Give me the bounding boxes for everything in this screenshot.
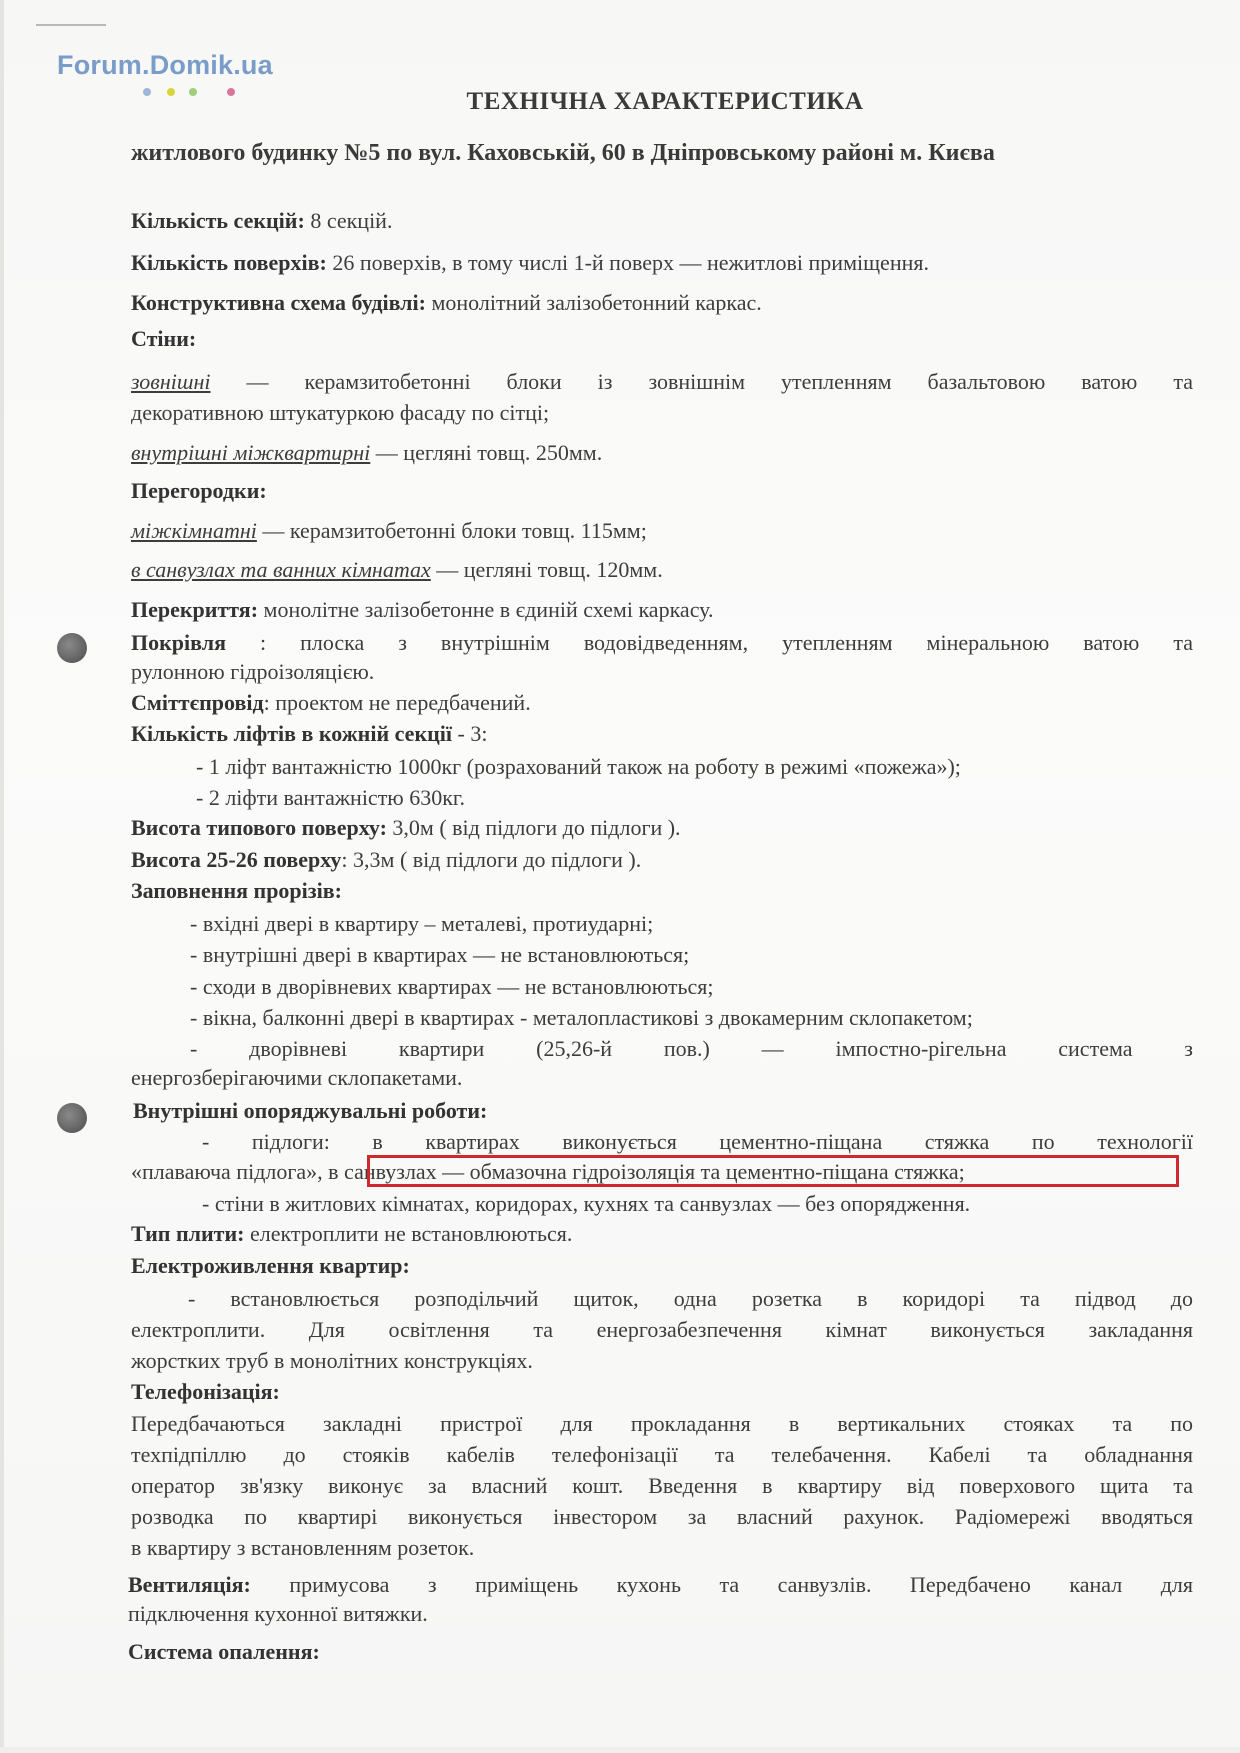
garbage — [131, 690, 531, 716]
partitions-heading — [131, 478, 267, 504]
openings-item-5-line2: енергозберігаючими склопакетами. — [131, 1065, 463, 1090]
slab — [131, 597, 713, 623]
floors-count — [131, 250, 929, 276]
punch-hole-bottom — [57, 1103, 87, 1133]
partitions-rooms — [131, 518, 647, 544]
ventilation-line-2: підключення кухонної витяжки. — [128, 1601, 428, 1626]
openings-item-3: - сходи в дворівневих квартирах — не встановлюються; — [190, 974, 714, 999]
document-title: ТЕХНІЧНА ХАРАКТЕРИСТИКА — [466, 88, 864, 115]
document-subtitle: житлового будинку №5 по вул. Каховській, 60 в Дніпровському районі м. Києва — [131, 140, 995, 166]
scan-edge-left — [0, 0, 4, 1753]
scan-edge-bottom — [0, 1747, 1240, 1753]
power-label: Електроживлення квартир: — [131, 1253, 410, 1278]
slab-value: монолітне залізобетонне в єдиній схемі каркасу. — [258, 597, 714, 622]
walls-external-line2: декоративною штукатуркою фасаду по сітці; — [131, 400, 550, 425]
finishing-item-2: - стіни в житлових кімнатах, коридорах, кухнях та санвузлах — без опорядження. — [202, 1191, 971, 1216]
power-line-1: - встановлюється розподільчий щиток, одна розетка в коридорі та підвод до — [188, 1286, 1193, 1311]
lifts-value: - 3: — [452, 721, 488, 746]
partitions-label: Перегородки: — [131, 478, 267, 503]
sections-label: Кількість секцій: — [131, 208, 305, 233]
ventilation-line-1 — [128, 1572, 1193, 1598]
walls-label: Стіни: — [131, 326, 197, 351]
floors-label: Кількість поверхів: — [131, 250, 327, 275]
lifts-label: Кількість ліфтів в кожній секції — [131, 721, 453, 746]
telephone-line-3: оператор зв'язку виконує за власний кошт. Введення в квартиру від поверхового щита та — [131, 1473, 1193, 1498]
typical-height-value: 3,0м ( від підлоги до підлоги ). — [386, 815, 681, 840]
telephone-line-1: Передбачаються закладні пристрої для прокладання в вертикальних стояках та по — [131, 1411, 1193, 1436]
top-height-label: Висота 25-26 поверху — [131, 847, 342, 872]
roof-label: Покрівля — [131, 630, 226, 655]
walls-internal-value: — цегляні товщ. 250мм. — [370, 440, 603, 465]
openings-item-5-line1: - дворівневі квартири (25,26-й пов.) — імпостно-рігельна система з — [190, 1036, 1193, 1061]
openings-item-4: - вікна, балконні двері в квартирах - металопластикові з двокамерним склопакетом; — [190, 1005, 973, 1030]
finishing-floating: «плаваюча підлога», — [131, 1159, 323, 1184]
walls-external-label: зовнішні — [131, 369, 211, 394]
garbage-label: Сміттєпровід — [131, 690, 264, 715]
openings-label: Заповнення прорізів: — [131, 878, 342, 903]
telephone-label: Телефонізація: — [131, 1379, 280, 1404]
stove-label: Тип плити: — [131, 1221, 245, 1246]
walls-external-text: — керамзитобетонні блоки із зовнішнім утепленням базальтовою ватою та — [210, 369, 1193, 394]
typical-height-label: Висота типового поверху: — [131, 815, 387, 840]
lifts-item-2: - 2 ліфти вантажністю 630кг. — [196, 785, 465, 810]
walls-internal — [131, 440, 602, 466]
highlight-box — [367, 1155, 1179, 1187]
openings-item-1: - вхідні двері в квартиру – металеві, протиударні; — [190, 911, 654, 936]
punch-hole-top — [57, 633, 87, 663]
sections-value: 8 секцій. — [304, 208, 393, 233]
power-heading — [131, 1253, 410, 1279]
partitions-bath-label: в санвузлах та ванних кімнатах — [131, 557, 431, 582]
finishing-label: Внутрішні опоряджувальні роботи: — [133, 1098, 488, 1123]
ventilation-label: Вентиляція: — [128, 1572, 251, 1597]
power-line-3: жорстких труб в монолітних конструкціях. — [131, 1348, 533, 1373]
typical-height — [131, 815, 681, 841]
partitions-rooms-value: — керамзитобетонні блоки товщ. 115мм; — [256, 518, 647, 543]
structure-value: монолітний залізобетонний каркас. — [425, 290, 762, 315]
heating-label: Система опалення: — [128, 1639, 320, 1664]
stove-value: електроплити не встановлюються. — [244, 1221, 573, 1246]
garbage-value: : проектом не передбачений. — [263, 690, 531, 715]
roof-text: : плоска з внутрішнім водовідведенням, утепленням мінеральною ватою та — [225, 630, 1193, 655]
openings-heading — [131, 878, 342, 904]
scan-mark — [36, 24, 106, 26]
top-height-value: : 3,3м ( від підлоги до підлоги ). — [341, 847, 642, 872]
walls-external-line1 — [131, 369, 1193, 395]
structure — [131, 290, 762, 316]
slab-label: Перекриття: — [131, 597, 259, 622]
partitions-bath-value: — цегляні товщ. 120мм. — [430, 557, 663, 582]
telephone-line-5: в квартиру з встановленням розеток. — [131, 1535, 475, 1560]
telephone-line-4: розводка по квартирі виконується інвестором за власний рахунок. Радіомережі вводяться — [131, 1504, 1193, 1529]
partitions-bath — [131, 557, 663, 583]
finishing-bath: в санвузлах — обмазочна гідроізоляція та цементно-піщана стяжка; — [322, 1159, 965, 1184]
partitions-rooms-label: міжкімнатні — [131, 518, 257, 543]
sections-count — [131, 208, 392, 234]
walls-internal-label: внутрішні міжквартирні — [131, 440, 371, 465]
structure-label: Конструктивна схема будівлі: — [131, 290, 426, 315]
ventilation-text: примусова з приміщень кухонь та санвузлів. Передбачено канал для — [250, 1572, 1193, 1597]
walls-heading — [131, 326, 196, 352]
openings-item-2: - внутрішні двері в квартирах — не встановлюються; — [190, 942, 690, 967]
finishing-item-1-line1: - підлоги: в квартирах виконується цементно-піщана стяжка по технології — [202, 1129, 1193, 1154]
lifts-item-1: - 1 ліфт вантажністю 1000кг (розрахований також на роботу в режимі «пожежа»); — [196, 754, 961, 779]
telephone-heading — [131, 1379, 280, 1405]
top-height — [131, 847, 641, 873]
finishing-heading — [133, 1098, 487, 1124]
power-line-2: електроплити. Для освітлення та енергозабезпечення кімнат виконується закладання — [131, 1317, 1193, 1342]
roof-line1 — [131, 630, 1193, 656]
heating-heading — [128, 1639, 320, 1665]
roof-line2: рулонною гідроізоляцією. — [131, 659, 375, 684]
watermark-logo[interactable]: Forum.Domik.ua — [57, 50, 273, 80]
stove — [131, 1221, 572, 1247]
floors-value: 26 поверхів, в тому числі 1-й поверх — нежитлові приміщення. — [326, 250, 929, 275]
lifts — [131, 721, 487, 747]
telephone-line-2: техпідпіллю до стояків кабелів телефонізації та телебачення. Кабелі та обладнання — [131, 1442, 1193, 1467]
